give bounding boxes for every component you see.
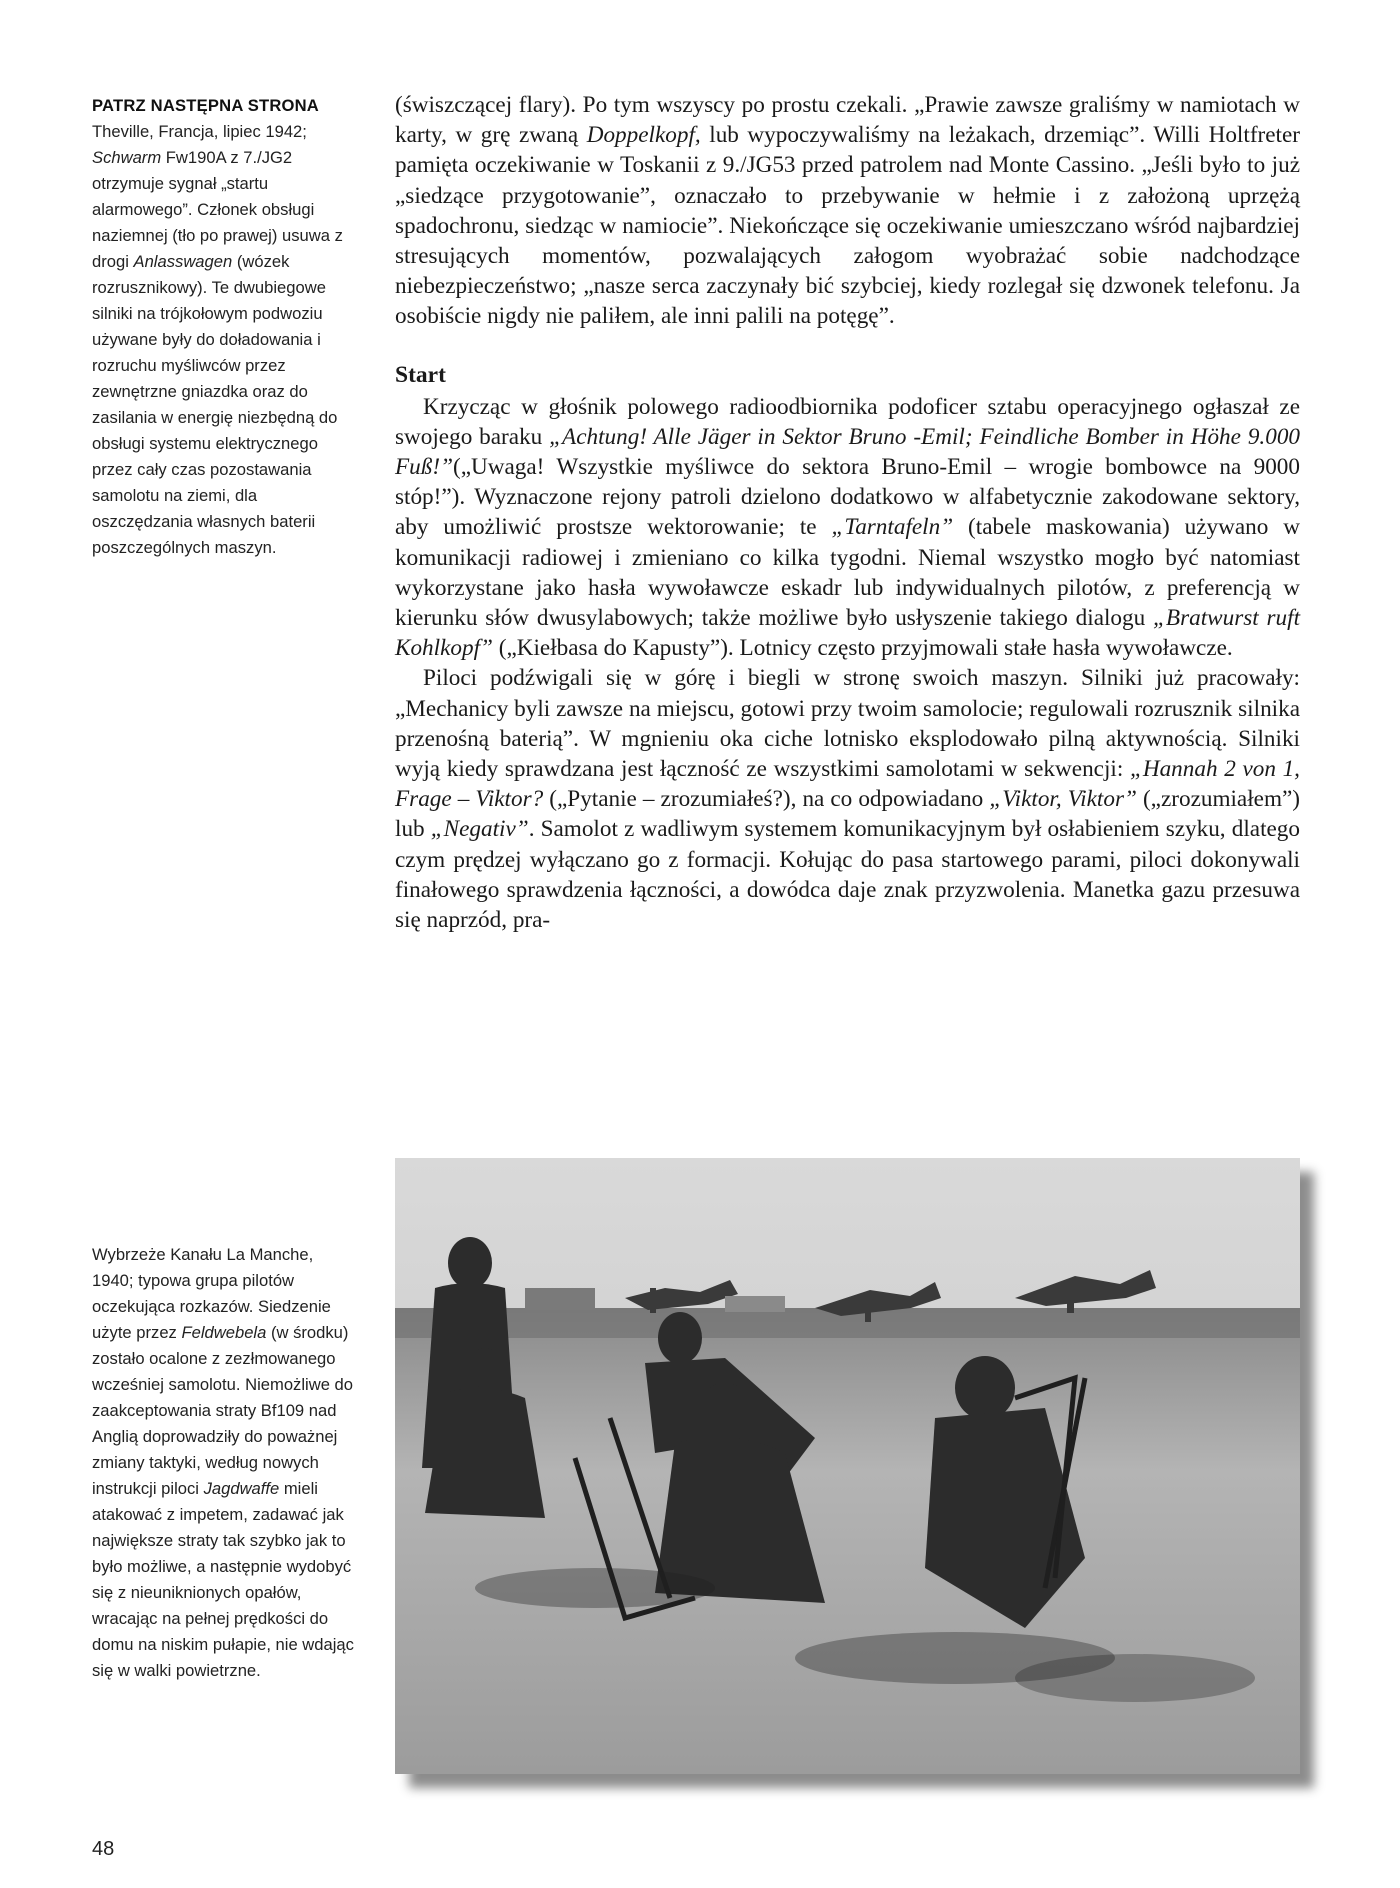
paragraph-1: (świszczącej flary). Po tym wszyscy po prostu czekali. „Prawie zawsze graliśmy w namiotach w karty, w grę zwaną Doppelkopf, lub wypoczywaliśmy na leżakach, drzemiąc”. Willi Holtfreter pamięta oczekiwanie w Toskanii z 9./JG53 przed patrolem nad Monte Cassino. „Jeśli było to już „siedzące przygotowanie”, oznaczało to przebywanie w hełmie i z założoną uprzężą spadochronu, siedząc w namiocie”. Niekończące się oczekiwanie umieszczano wśród najbardziej stresujących momentów, pozwalających załogom wyobrażać sobie nadchodzące niebezpieczeństwo; „nasze serca zaczynały bić szybciej, kiedy rozlegał się dzwonek telefonu. Ja osobiście nigdy nie paliłem, ale inni palili na potęgę”. bbox=[395, 92, 1301, 330]
photograph-pilots-waiting bbox=[395, 1158, 1300, 1774]
caption-top-text: Theville, Francja, lipiec 1942; Schwarm Fw190A z 7./JG2 otrzymuje sygnał „startu alarmowego”. Członek obsługi naziemnej (tło po prawej) usuwa z drogi Anlasswagen (wózek rozrusznikowy). Te dwubiegowe silniki na trójkołowym podwoziu używane były do doładowania i rozruchu myśliwców przez zewnętrzne gniazdka oraz do zasilania w energię niezbędną do obsługi systemu elektrycznego przez cały czas pozostawania samolotu na ziemi, dla oszczędzania własnych baterii poszczególnych maszyn. bbox=[92, 122, 343, 557]
caption-top bbox=[92, 93, 354, 561]
section-heading-start: Start bbox=[395, 361, 446, 388]
page-number: 48 bbox=[92, 1838, 115, 1860]
caption-bottom-text: Wybrzeże Kanału La Manche, 1940; typowa grupa pilotów oczekująca rozkazów. Siedzenie użyte przez Feldwebela (w środku) zostało ocalone z zezłmowanego wcześniej samolotu. Niemożliwe do zaakceptowania straty Bf109 nad Anglią doprowadziły do poważnej zmiany taktyki, według nowych instrukcji piloci Jagdwaffe mieli atakować z impetem, zadawać jak największe straty tak szybko jak to było możliwe, a następnie wydobyć się z nieuniknionych opałów, wracając na pełnej prędkości do domu na niskim pułapie, nie wdając się w walki powietrzne. bbox=[92, 1245, 354, 1680]
caption-top-title: PATRZ NASTĘPNA STRONA bbox=[92, 96, 319, 115]
paragraph-2: Krzycząc w głośnik polowego radioodbiornika podoficer sztabu operacyjnego ogłaszał ze swojego baraku „Achtung! Alle Jäger in Sektor Bruno -Emil; Feindliche Bomber in Höhe 9.000 Fuß!”(„Uwaga! Wszystkie myśliwce do sektora Bruno-Emil – wrogie bombowce na 9000 stóp!”). Wyznaczone rejony patroli dzielono dodatkowo w alfabetycznie zakodowane sektory, aby umożliwić prostsze wektorowanie; te „Tarntafeln” (tabele maskowania) używano w komunikacji radiowej i zmieniano co kilka tygodni. Niemal wszystko mogło być natomiast wykorzystane jako hasła wywoławcze eskadr lub indywidualnych pilotów, z preferencją w kierunku słów dwusylabowych; także możliwe było usłyszenie takiego dialogu „Bratwurst ruft Kohlkopf” („Kiełbasa do Kapusty”). Lotnicy często przyjmowali stałe hasła wywoławcze. bbox=[395, 393, 1301, 662]
caption-bottom bbox=[92, 1242, 354, 1684]
paragraph-3: Piloci podźwigali się w górę i biegli w stronę swoich maszyn. Silniki już pracowały: „Mechanicy byli zawsze na miejscu, gotowi przy twoim samolocie; regulowali rozrusznik silnika przenośną baterią”. W mgnieniu oka ciche lotnisko eksplodowało pilną aktywnością. Silniki wyją kiedy sprawdzana jest łączność ze wszystkimi samolotami w sekwencji: „Hannah 2 von 1, Frage – Viktor? („Pytanie – zrozumiałeś?), na co odpowiadano „Viktor, Viktor” („zrozumiałem”) lub „Negativ”. Samolot z wadliwym systemem komunikacyjnym był osłabieniem szyku, dlatego czym prędzej wyłączano go z formacji. Kołując do pasa startowego parami, piloci dokonywali finałowego sprawdzenia łączności, a dowódca daje znak przyzwolenia. Manetka gazu przesuwa się naprzód, pra- bbox=[395, 665, 1301, 934]
body-text bbox=[395, 90, 1300, 935]
